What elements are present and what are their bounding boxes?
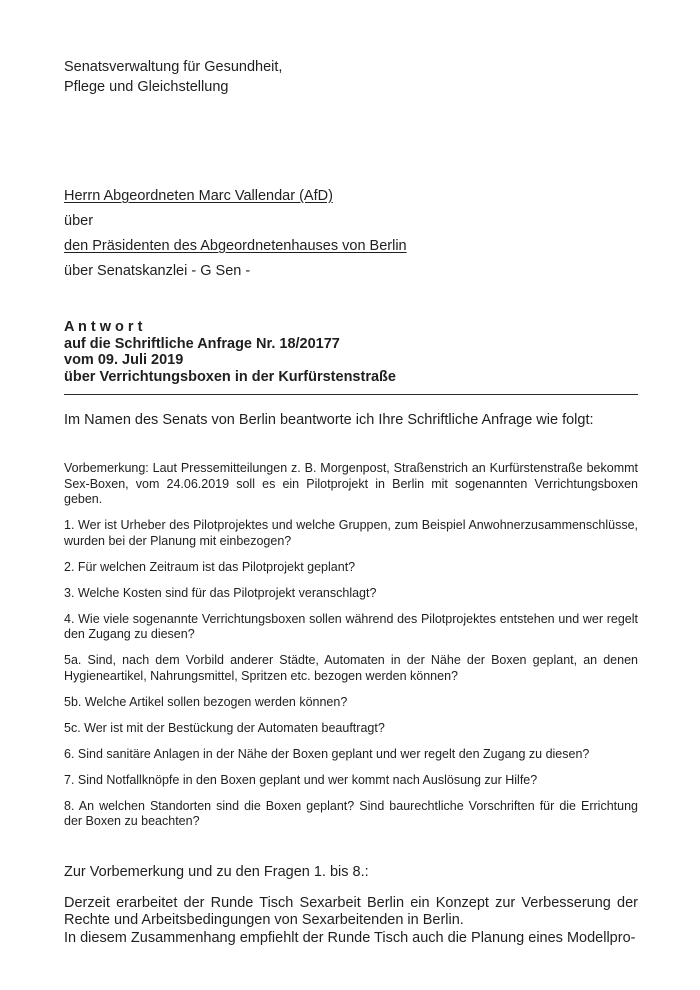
answer-paragraph-2: In diesem Zusammenhang empfiehlt der Runde Tisch auch die Planung eines Modellpro- <box>64 929 636 946</box>
question-paragraph-5c: 5c. Wer ist mit der Bestückung der Automaten beauftragt? <box>64 720 385 735</box>
answer-paragraph-1: Derzeit erarbeitet der Runde Tisch Sexarbeit Berlin ein Konzept zur Verbesserung der Rechte und Arbeitsbedingungen von Sexarbeitenden in Berlin. <box>64 894 638 928</box>
question-paragraph-2: 2. Für welchen Zeitraum ist das Pilotprojekt geplant? <box>64 559 356 574</box>
recipient-via-2: über Senatskanzlei - G Sen - <box>64 263 251 279</box>
subject-reference: auf die Schriftliche Anfrage Nr. 18/20177 <box>64 335 340 352</box>
question-paragraph-8: 8. An welchen Standorten sind die Boxen geplant? Sind baurechtliche Vorschriften für die Errichtung der Boxen zu beachten? <box>64 798 638 828</box>
inquiry-block <box>64 461 638 830</box>
sender-line-1: Senatsverwaltung für Gesundheit, <box>64 59 283 75</box>
answer-block <box>64 895 638 948</box>
answer-heading: Zur Vorbemerkung und zu den Fragen 1. bis 8.: <box>64 863 369 880</box>
recipient-block <box>64 184 638 284</box>
recipient-via-1: über <box>64 213 94 229</box>
question-paragraph-5b: 5b. Welche Artikel sollen bezogen werden können? <box>64 694 348 709</box>
question-paragraph-3: 3. Welche Kosten sind für das Pilotprojekt veranschlagt? <box>64 585 377 600</box>
question-paragraph-1: 1. Wer ist Urheber des Pilotprojektes und welche Gruppen, zum Beispiel Anwohnerzusammenschlüsse, wurden bei der Planung mit einbezogen? <box>64 518 638 548</box>
intro-paragraph: Im Namen des Senats von Berlin beantworte ich Ihre Schriftliche Anfrage wie folgt: <box>64 412 594 428</box>
question-paragraph-7: 7. Sind Notfallknöpfe in den Boxen geplant und wer kommt nach Auslösung zur Hilfe? <box>64 772 538 787</box>
vorbemerkung-paragraph: Vorbemerkung: Laut Pressemitteilungen z. B. Morgenpost, Straßenstrich an Kurfürstenstraße bekommt Sex-Boxen, vom 24.06.2019 soll es ein Pilotprojekt in Berlin mit sogenannten Verrichtungsboxen geben. <box>64 461 638 506</box>
recipient-president: den Präsidenten des Abgeordnetenhauses von Berlin <box>64 238 407 254</box>
question-paragraph-6: 6. Sind sanitäre Anlagen in der Nähe der Boxen geplant und wer regelt den Zugang zu diesen? <box>64 746 590 761</box>
subject-topic: über Verrichtungsboxen in der Kurfürstenstraße <box>64 368 396 385</box>
divider-line <box>64 394 638 395</box>
question-paragraph-4: 4. Wie viele sogenannte Verrichtungsboxen sollen während des Pilotprojektes entstehen und wer regelt den Zugang zu diesen? <box>64 611 638 641</box>
subject-title: A n t w o r t <box>64 319 143 335</box>
subject-block <box>64 319 638 385</box>
sender-address <box>64 0 638 97</box>
sender-line-2: Pflege und Gleichstellung <box>64 79 229 95</box>
subject-date: vom 09. Juli 2019 <box>64 352 184 368</box>
question-paragraph-5a: 5a. Sind, nach dem Vorbild anderer Städte, Automaten in der Nähe der Boxen geplant, an denen Hygieneartikel, Nahrungsmittel, Spritzen etc. bezogen werden können? <box>64 653 638 683</box>
recipient-name: Herrn Abgeordneten Marc Vallendar (AfD) <box>64 188 333 204</box>
